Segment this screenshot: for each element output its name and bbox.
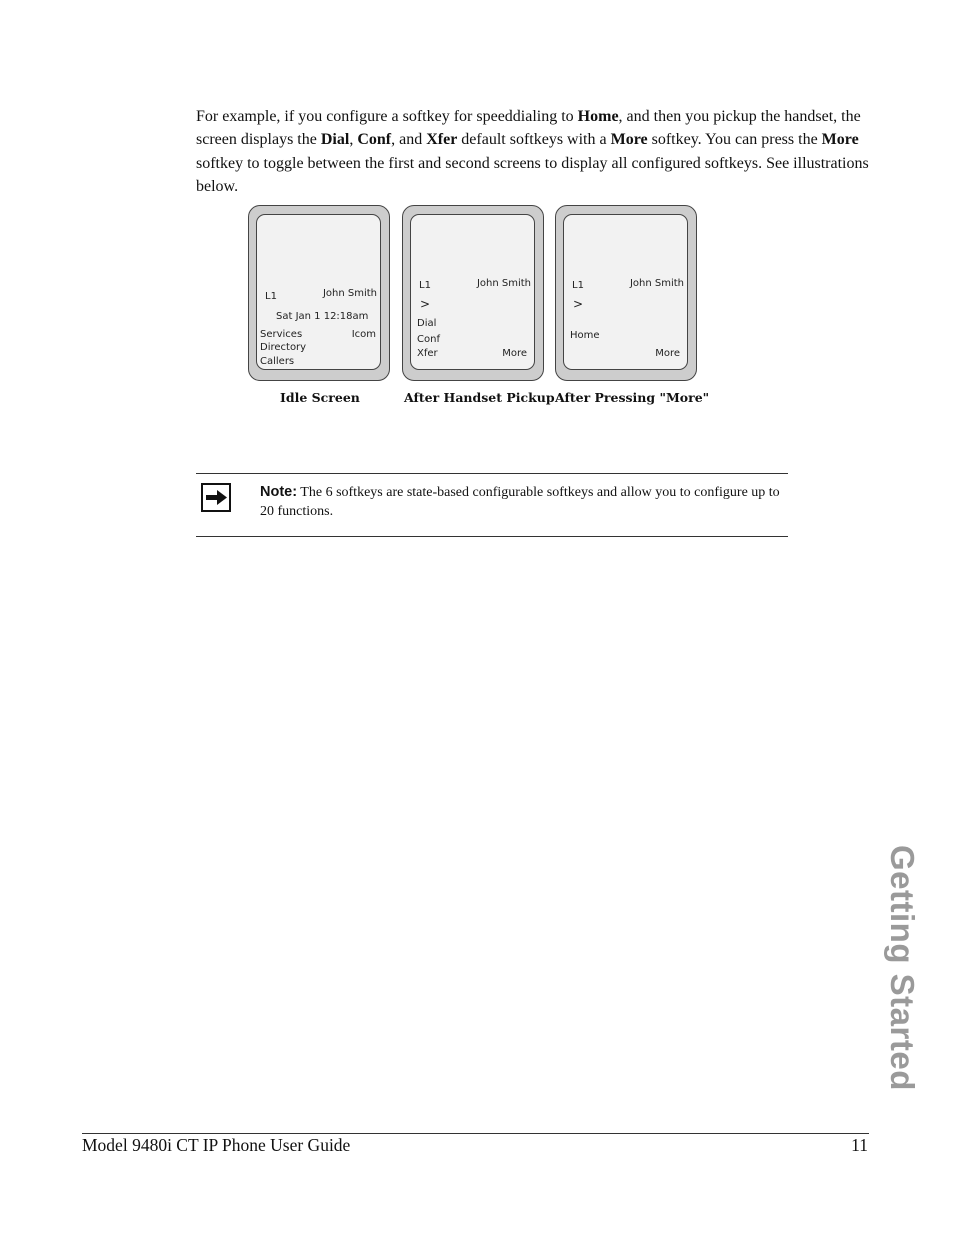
softkey-callers: Callers: [260, 356, 295, 367]
softkey-more: More: [502, 348, 527, 359]
caller-name: John Smith: [629, 278, 684, 289]
caption-handset-pickup: After Handset Pickup: [404, 390, 555, 405]
softkey-more: More: [655, 348, 680, 359]
intro-paragraph: [196, 105, 876, 198]
intro-bold-home: Home: [577, 108, 619, 125]
phone-pickup-illustration: [402, 205, 544, 381]
note-label: Note:: [260, 484, 298, 500]
intro-text: For example, if you configure a softkey for speeddialing to: [196, 108, 578, 125]
intro-bold-more: More: [821, 131, 859, 149]
intro-bold-xfer: Xfer: [426, 131, 458, 149]
intro-text: softkey to toggle between the first and second screens to display all configured softkeys. See illustrations below.: [196, 154, 869, 195]
right-arrow-icon: [201, 483, 231, 512]
intro-text: default softkeys with a: [457, 131, 611, 149]
phone-more-illustration: [555, 205, 697, 381]
dial-prompt: >: [573, 297, 584, 311]
date-time: Sat Jan 1 12:18am: [276, 311, 369, 322]
note-bottom-rule: [196, 536, 788, 537]
footer-rule: [82, 1133, 869, 1134]
softkey-conf: Conf: [417, 334, 440, 345]
softkey-home: Home: [570, 330, 600, 341]
note-text: [260, 483, 780, 521]
intro-text: ,: [349, 131, 358, 149]
intro-text: , and then you pickup the handset, the screen displays the: [196, 108, 861, 149]
note-body: The 6 softkeys are state-based configurable softkeys and allow you to configure up to 20 functions.: [260, 485, 780, 519]
softkey-directory: Directory: [260, 342, 307, 353]
phone-screen-pickup: [410, 214, 535, 370]
softkey-dial: Dial: [417, 318, 437, 329]
softkey-services: Services: [260, 329, 303, 340]
note-top-rule: [196, 473, 788, 474]
intro-bold-more: More: [610, 131, 648, 149]
softkey-icom: Icom: [351, 329, 376, 340]
intro-bold-dial: Dial: [320, 131, 350, 149]
intro-text: , and: [391, 131, 427, 149]
phone-idle-illustration: [248, 205, 390, 381]
caller-name: John Smith: [322, 288, 377, 299]
caption-pressing-more: After Pressing "More": [555, 390, 710, 405]
intro-bold-conf: Conf: [357, 131, 392, 149]
phone-screen-idle: [256, 214, 381, 370]
dial-prompt: >: [420, 297, 431, 311]
line-label: L1: [419, 280, 431, 291]
phone-screen-more: [563, 214, 688, 370]
line-label: L1: [572, 280, 584, 291]
softkey-xfer: Xfer: [417, 348, 438, 359]
caption-idle-screen: Idle Screen: [280, 390, 360, 405]
intro-text: softkey. You can press the: [647, 131, 822, 149]
footer-title: Model 9480i CT IP Phone User Guide: [82, 1135, 351, 1155]
page-number: 11: [851, 1135, 868, 1155]
section-side-tab: Getting Started: [884, 845, 921, 1091]
caller-name: John Smith: [476, 278, 531, 289]
line-label: L1: [265, 291, 277, 302]
